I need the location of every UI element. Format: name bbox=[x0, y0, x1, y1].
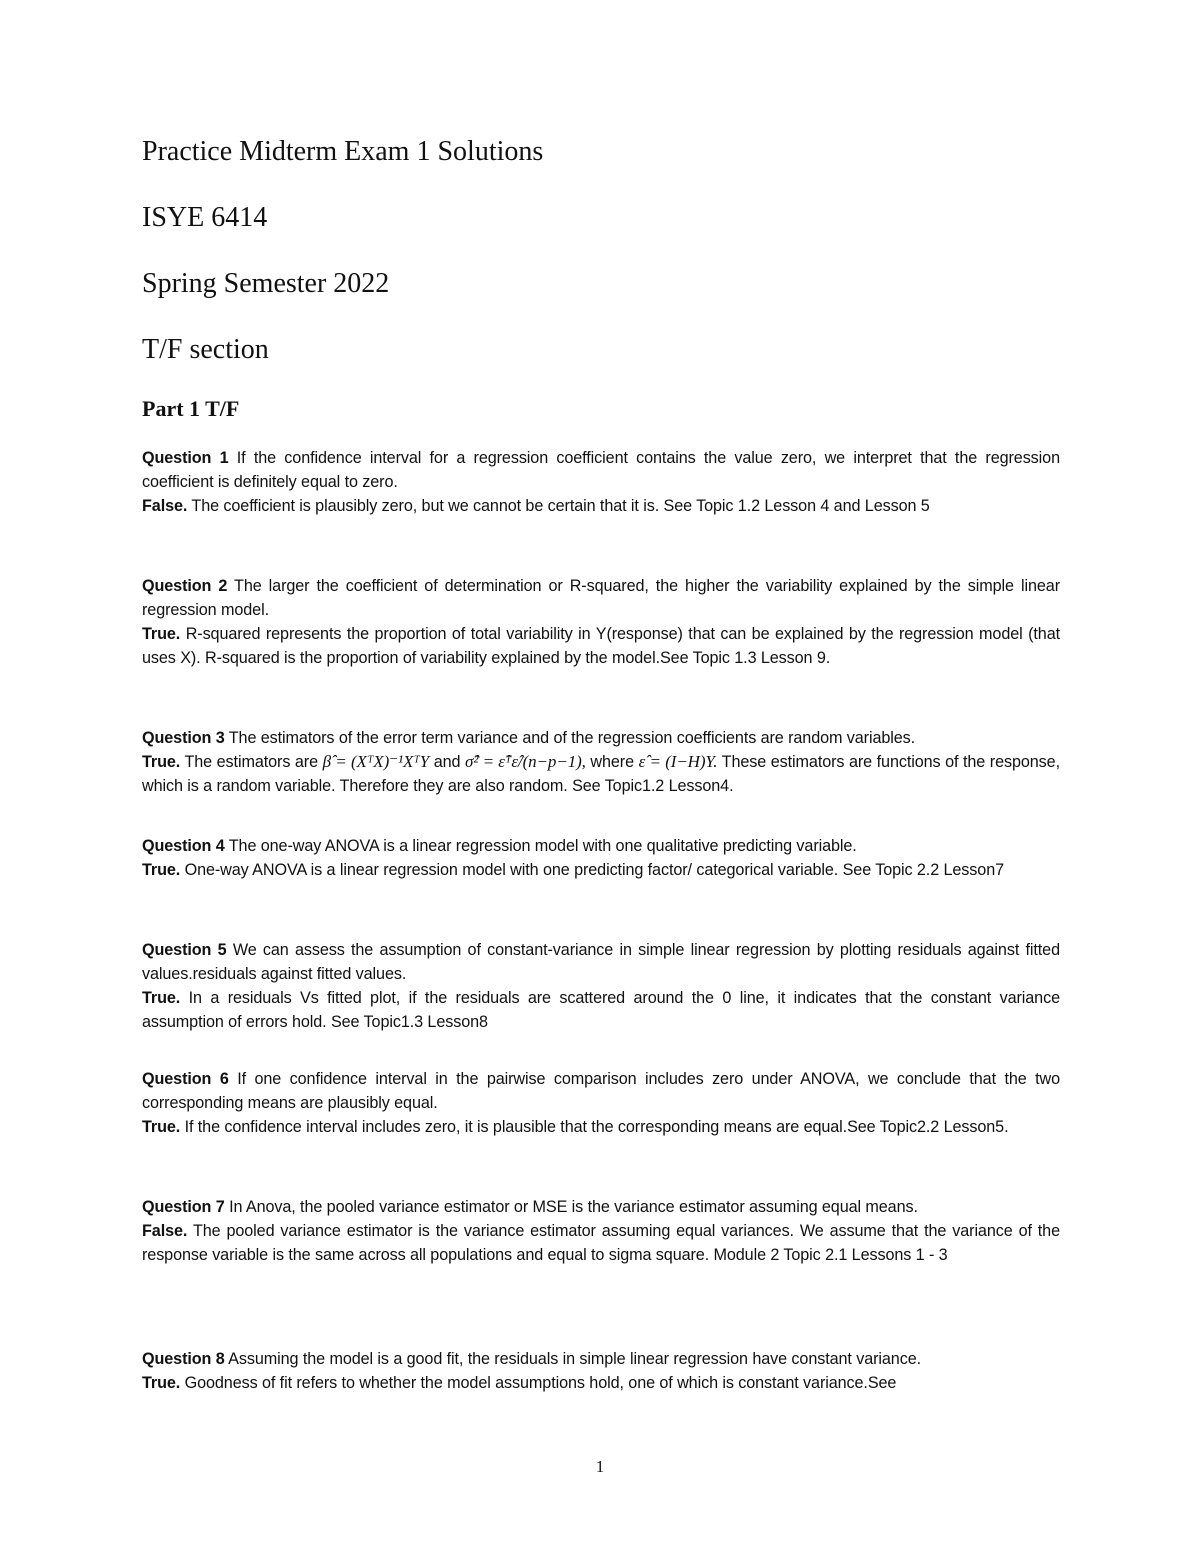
part-heading: Part 1 T/F bbox=[142, 396, 240, 421]
question-text: The estimators of the error term variance and of the regression coefficients are random variables. bbox=[228, 729, 916, 747]
question-statement bbox=[142, 1347, 1060, 1371]
sigma-hat-formula: σ̂² = ε̂ᵀε̂/(n−p−1), bbox=[464, 752, 586, 771]
answer-verdict: True. bbox=[142, 625, 181, 643]
question-answer bbox=[142, 986, 1060, 1034]
question-label: Question 7 bbox=[142, 1198, 225, 1216]
answer-explanation: If the confidence interval includes zero, it is plausible that the corresponding means are equal.See Topic2.2 Lesson5. bbox=[184, 1118, 1009, 1136]
course-code: ISYE 6414 bbox=[142, 202, 268, 233]
answer-verdict: True. bbox=[142, 753, 181, 771]
answer-explanation: The coefficient is plausibly zero, but we cannot be certain that it is. See Topic 1.2 Lesson 4 and Lesson 5 bbox=[191, 497, 930, 515]
question-label: Question 4 bbox=[142, 837, 225, 855]
question-label: Question 1 bbox=[142, 449, 229, 467]
question-4 bbox=[142, 834, 1060, 882]
answer-explanation: In a residuals Vs fitted plot, if the residuals are scattered around the 0 line, it indicates that the constant variance assumption of errors hold. See Topic1.3 Lesson8 bbox=[142, 989, 1060, 1031]
question-5 bbox=[142, 938, 1060, 1034]
question-label: Question 5 bbox=[142, 941, 227, 959]
question-answer bbox=[142, 1371, 1060, 1395]
question-3 bbox=[142, 726, 1060, 798]
answer-verdict: False. bbox=[142, 497, 188, 515]
question-statement bbox=[142, 1067, 1060, 1115]
answer-verdict: True. bbox=[142, 861, 181, 879]
question-statement bbox=[142, 1195, 1060, 1219]
question-answer bbox=[142, 1115, 1060, 1139]
answer-explanation: One-way ANOVA is a linear regression model with one predicting factor/ categorical variable. See Topic 2.2 Lesson7 bbox=[184, 861, 1004, 879]
answer-explanation: These estimators are functions of the response, which is a random variable. Therefore they are also random. See Topic1.2 Lesson4. bbox=[142, 753, 1060, 795]
question-statement bbox=[142, 726, 1060, 750]
question-1 bbox=[142, 446, 1060, 518]
question-8 bbox=[142, 1347, 1060, 1395]
residual-formula: ε̂ = (I−H)Y. bbox=[638, 752, 718, 771]
answer-verdict: False. bbox=[142, 1222, 188, 1240]
document-title: Practice Midterm Exam 1 Solutions bbox=[142, 136, 544, 167]
answer-explanation-where: where bbox=[590, 753, 634, 771]
question-answer bbox=[142, 1219, 1060, 1267]
section-heading: T/F section bbox=[142, 334, 269, 365]
page-number: 1 bbox=[595, 1457, 605, 1476]
question-text: We can assess the assumption of constant-variance in simple linear regression by plotting residuals against fitted values.residuals against fitted values. bbox=[142, 941, 1060, 983]
answer-verdict: True. bbox=[142, 989, 181, 1007]
question-text: Assuming the model is a good fit, the residuals in simple linear regression have constant variance. bbox=[228, 1350, 921, 1368]
answer-explanation: R-squared represents the proportion of total variability in Y(response) that can be explained by the regression model (that uses X). R-squared is the proportion of variability explained by the model.See Topic 1.3 Lesson 9. bbox=[142, 625, 1060, 667]
question-statement bbox=[142, 834, 1060, 858]
answer-verdict: True. bbox=[142, 1118, 181, 1136]
question-answer bbox=[142, 494, 1060, 518]
answer-explanation: Goodness of fit refers to whether the model assumptions hold, one of which is constant variance.See bbox=[184, 1374, 897, 1392]
answer-verdict: True. bbox=[142, 1374, 181, 1392]
question-6 bbox=[142, 1067, 1060, 1139]
question-label: Question 2 bbox=[142, 577, 228, 595]
question-answer bbox=[142, 858, 1060, 882]
answer-explanation-intro: The estimators are bbox=[184, 753, 318, 771]
beta-hat-formula: β̂ = (XᵀX)⁻¹XᵀY bbox=[322, 752, 430, 771]
question-text: The larger the coefficient of determination or R-squared, the higher the variability explained by the simple linear regression model. bbox=[142, 577, 1060, 619]
question-7 bbox=[142, 1195, 1060, 1267]
question-text: If one confidence interval in the pairwise comparison includes zero under ANOVA, we conclude that the two corresponding means are plausibly equal. bbox=[142, 1070, 1061, 1112]
question-label: Question 3 bbox=[142, 729, 225, 747]
answer-explanation-and: and bbox=[433, 753, 461, 771]
question-text: In Anova, the pooled variance estimator or MSE is the variance estimator assuming equal means. bbox=[229, 1198, 918, 1216]
question-2 bbox=[142, 574, 1060, 670]
question-answer bbox=[142, 750, 1060, 798]
question-label: Question 8 bbox=[142, 1350, 225, 1368]
question-answer bbox=[142, 622, 1060, 670]
question-text: If the confidence interval for a regression coefficient contains the value zero, we interpret that the regression coefficient is definitely equal to zero. bbox=[142, 449, 1060, 491]
answer-explanation: The pooled variance estimator is the variance estimator assuming equal variances. We assume that the variance of the response variable is the same across all populations and equal to sigma square. Module 2 Topic 2.1 Lessons 1 - 3 bbox=[142, 1222, 1060, 1264]
question-statement bbox=[142, 938, 1060, 986]
question-label: Question 6 bbox=[142, 1070, 229, 1088]
question-text: The one-way ANOVA is a linear regression model with one qualitative predicting variable. bbox=[228, 837, 857, 855]
question-statement bbox=[142, 446, 1060, 494]
semester-heading: Spring Semester 2022 bbox=[142, 268, 390, 299]
question-statement bbox=[142, 574, 1060, 622]
